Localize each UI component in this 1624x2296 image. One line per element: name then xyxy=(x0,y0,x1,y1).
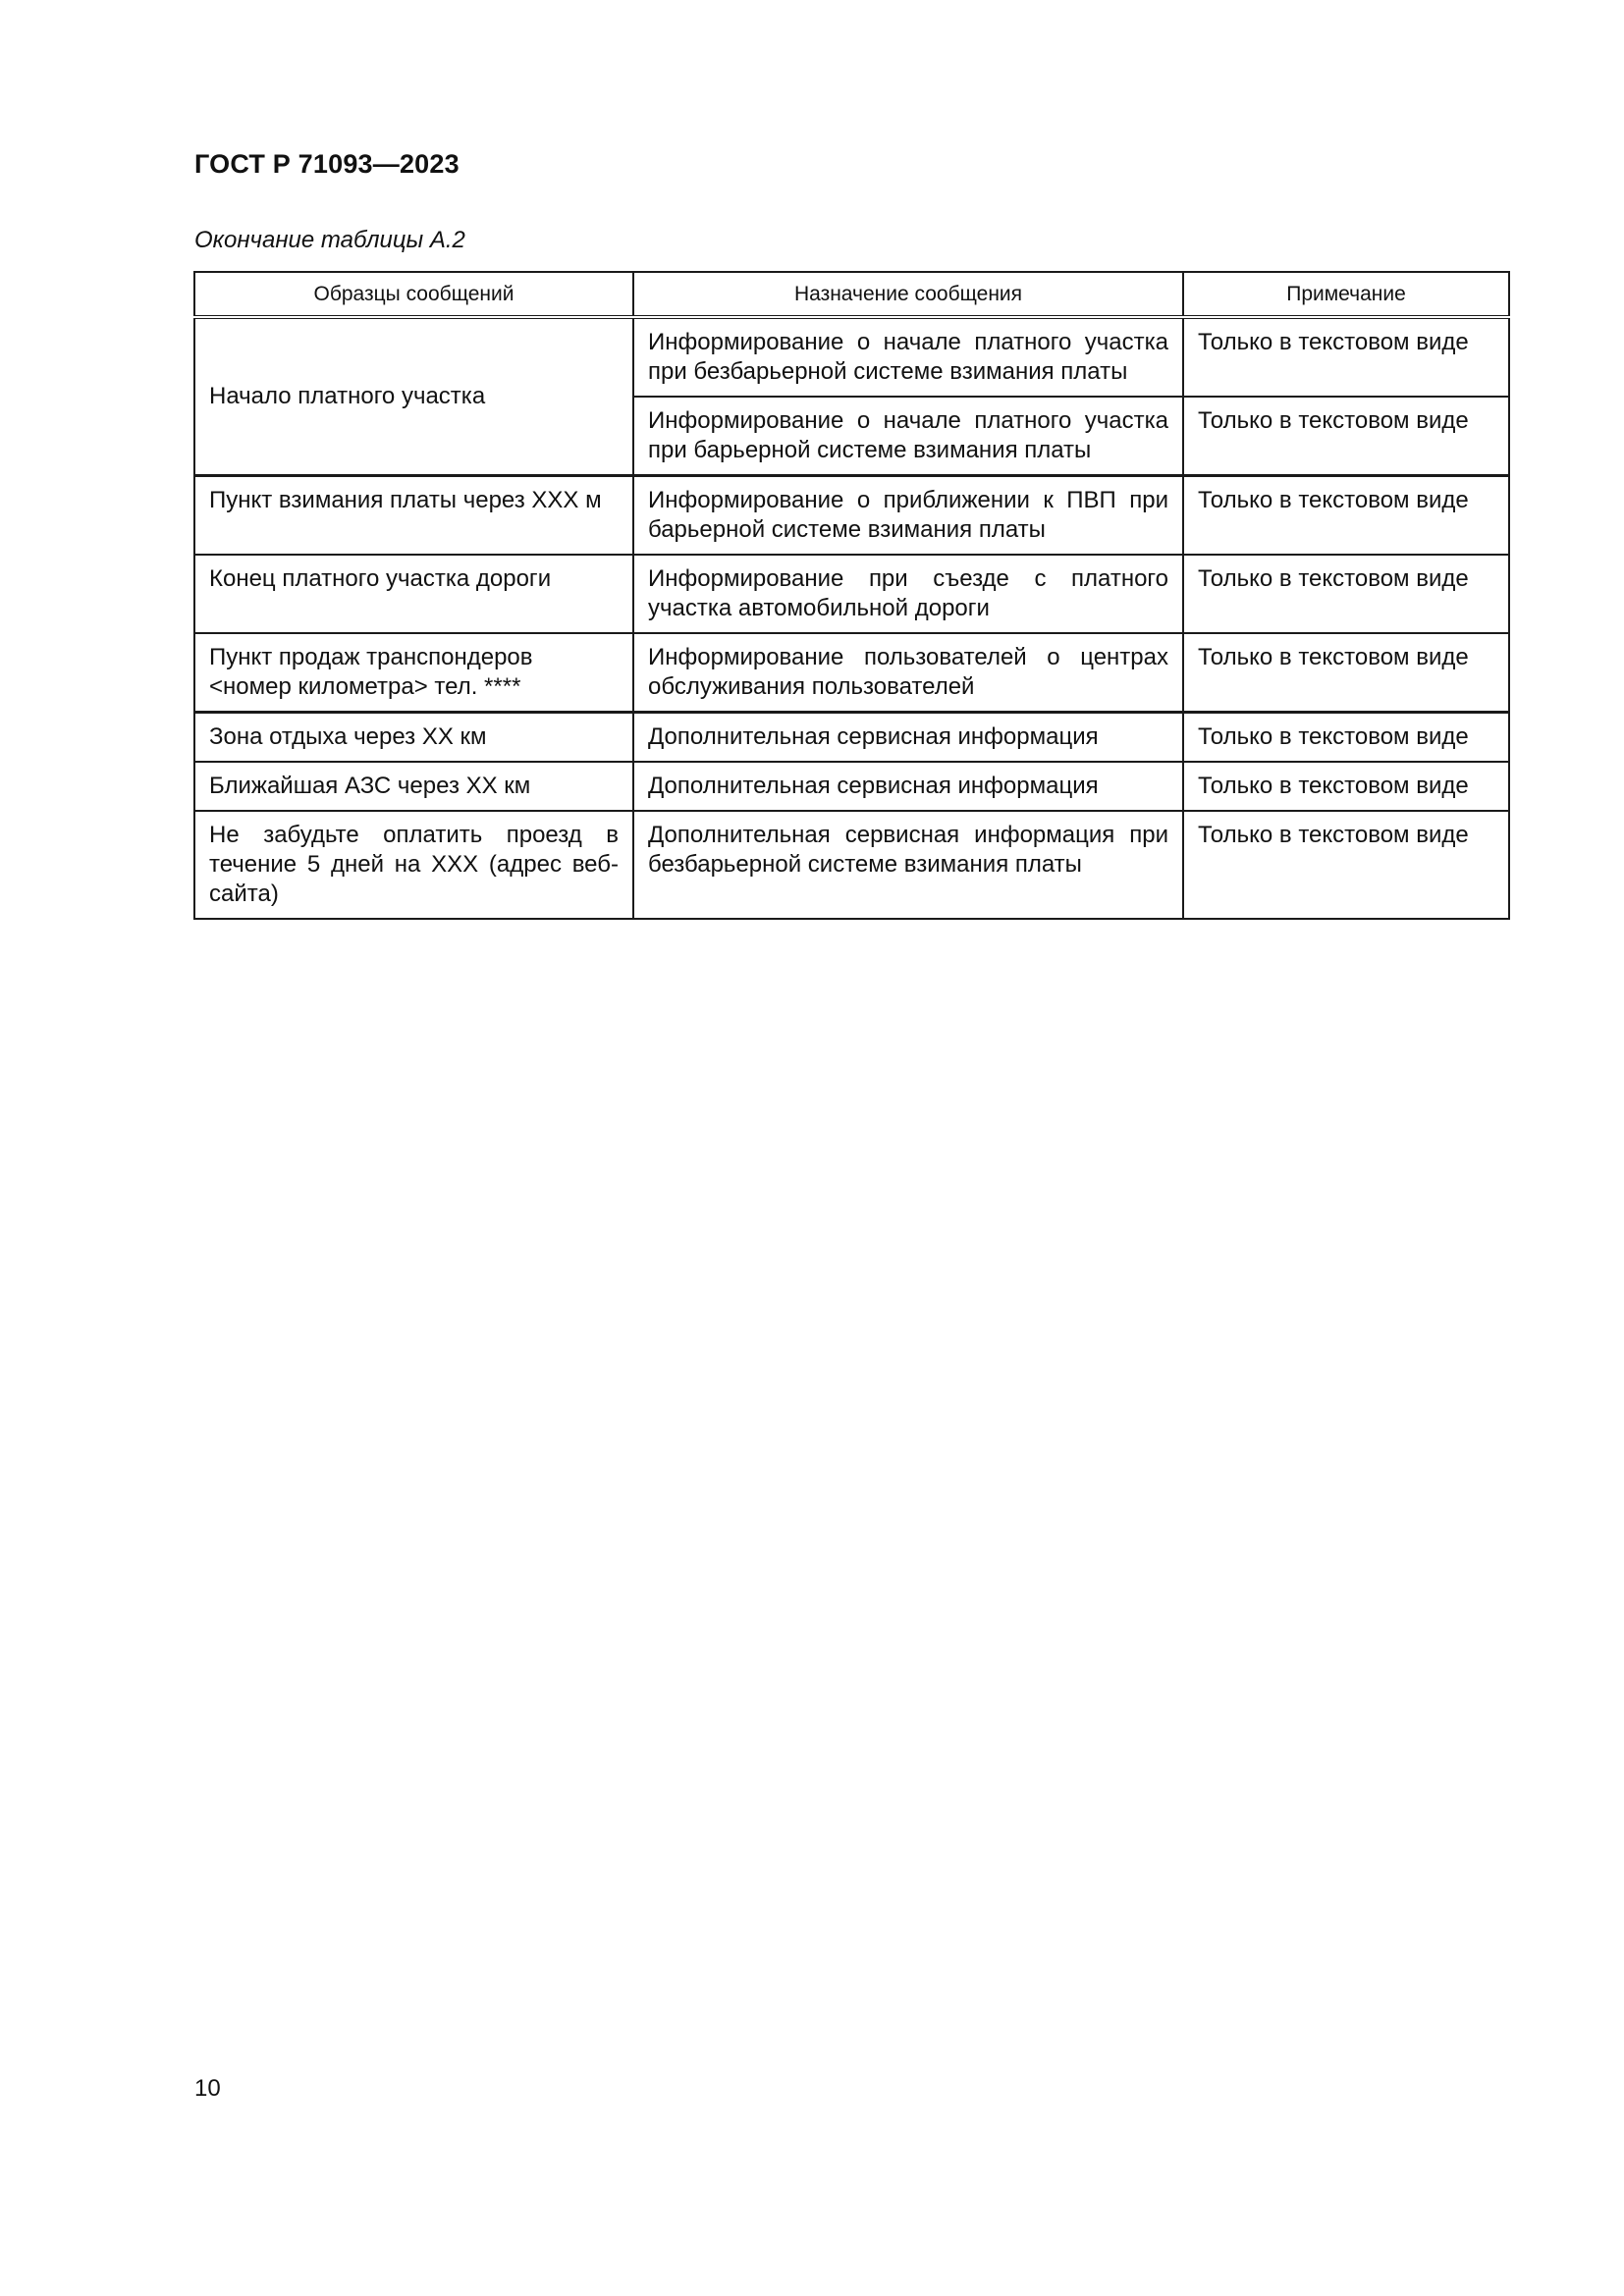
cell-sample: Пункт продаж транспондеров <номер километра> тел. **** xyxy=(194,633,633,713)
table-row xyxy=(194,762,1509,811)
column-header-note: Примечание xyxy=(1183,272,1509,317)
column-header-samples: Образцы сообщений xyxy=(194,272,633,317)
column-header-purpose: Назначение сообщения xyxy=(633,272,1183,317)
cell-sample: Пункт взимания платы через ХХХ м xyxy=(194,476,633,556)
cell-purpose: Дополнительная сервисная информация xyxy=(633,713,1183,763)
cell-purpose: Информирование о начале платного участка при барьерной системе взимания платы xyxy=(633,397,1183,476)
table-row xyxy=(194,633,1509,713)
cell-note: Только в текстовом виде xyxy=(1183,317,1509,397)
page-number: 10 xyxy=(194,2075,221,2102)
table-row xyxy=(194,317,1509,397)
cell-purpose: Информирование о начале платного участка при безбарьерной системе взимания платы xyxy=(633,317,1183,397)
table-caption: Окончание таблицы А.2 xyxy=(194,227,465,253)
cell-note: Только в текстовом виде xyxy=(1183,397,1509,476)
cell-sample: Не забудьте оплатить проезд в течение 5 дней на ХХХ (адрес веб-сайта) xyxy=(194,811,633,919)
cell-note: Только в текстовом виде xyxy=(1183,476,1509,556)
cell-purpose: Информирование при съезде с платного участка автомобильной дороги xyxy=(633,555,1183,633)
table-row xyxy=(194,713,1509,763)
cell-sample: Зона отдыха через ХХ км xyxy=(194,713,633,763)
cell-note: Только в текстовом виде xyxy=(1183,555,1509,633)
cell-note: Только в текстовом виде xyxy=(1183,713,1509,763)
cell-note: Только в текстовом виде xyxy=(1183,811,1509,919)
cell-purpose: Информирование пользователей о центрах обслуживания пользователей xyxy=(633,633,1183,713)
cell-note: Только в текстовом виде xyxy=(1183,762,1509,811)
cell-note: Только в текстовом виде xyxy=(1183,633,1509,713)
cell-purpose: Информирование о приближении к ПВП при барьерной системе взимания платы xyxy=(633,476,1183,556)
document-header: ГОСТ Р 71093—2023 xyxy=(194,149,460,179)
cell-sample: Конец платного участка дороги xyxy=(194,555,633,633)
table-row xyxy=(194,811,1509,919)
table-header-row xyxy=(194,272,1509,317)
cell-purpose: Дополнительная сервисная информация при безбарьерной системе взимания платы xyxy=(633,811,1183,919)
cell-sample: Ближайшая АЗС через ХХ км xyxy=(194,762,633,811)
cell-sample: Начало платного участка xyxy=(194,317,633,476)
table-row xyxy=(194,555,1509,633)
table-row xyxy=(194,476,1509,556)
messages-table xyxy=(193,271,1510,920)
cell-purpose: Дополнительная сервисная информация xyxy=(633,762,1183,811)
table-container xyxy=(193,271,1510,920)
